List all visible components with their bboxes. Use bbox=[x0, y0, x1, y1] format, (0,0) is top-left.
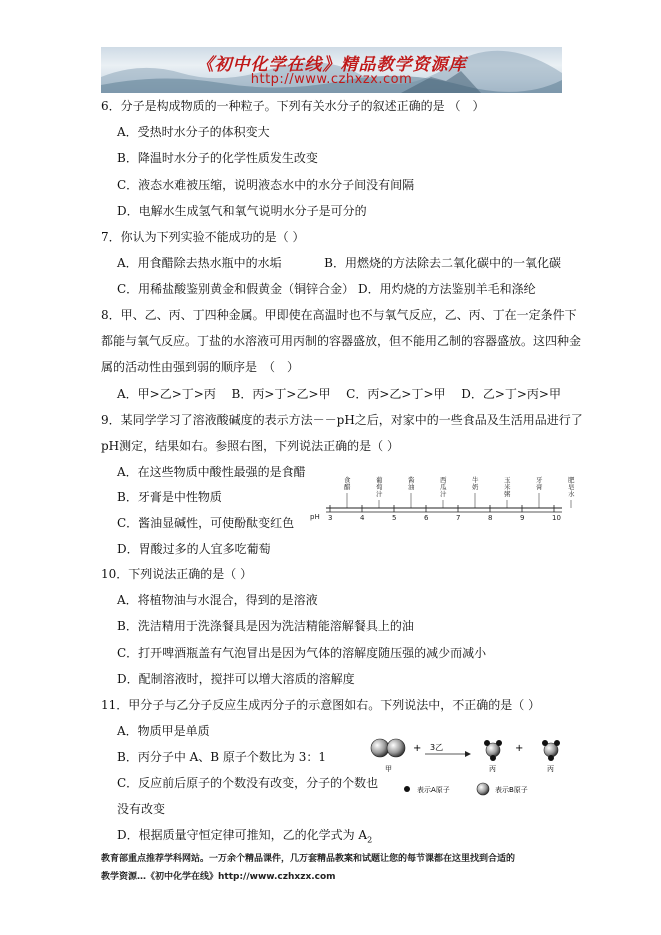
molecule-reaction-diagram bbox=[365, 730, 570, 802]
svg-text:肥: 肥 bbox=[568, 476, 575, 484]
svg-text:酱: 酱 bbox=[408, 476, 415, 484]
ph-tick-label: 9 bbox=[520, 514, 525, 522]
q8-stem-line3: 属的活动性由强到弱的顺序是 （ ） bbox=[101, 360, 300, 374]
svg-text:葡: 葡 bbox=[376, 476, 383, 484]
ph-substance-label bbox=[376, 475, 383, 508]
q11-option-d-text: D．根据质量守恒定律可推知，乙的化学式为 A bbox=[117, 828, 368, 842]
svg-text:瓜: 瓜 bbox=[440, 483, 447, 491]
label-jia: 甲 bbox=[385, 765, 392, 773]
q9-stem-line1: 9．某同学学习了溶液酸碱度的表示方法－－pH之后，对家中的一些食品及生活用品进行了 bbox=[101, 413, 583, 427]
ph-substance-label bbox=[568, 475, 575, 508]
q6-option-d: D．电解水生成氢气和氧气说明水分子是可分的 bbox=[117, 204, 367, 218]
svg-text:皂: 皂 bbox=[568, 483, 575, 491]
q7-option-a: A．用食醋除去热水瓶中的水垢 bbox=[117, 256, 282, 270]
svg-text:醋: 醋 bbox=[344, 483, 351, 491]
ph-substance-labels bbox=[344, 475, 575, 508]
banner-title: 《初中化学在线》精品教学资源库 bbox=[196, 55, 467, 75]
svg-text:奶: 奶 bbox=[472, 483, 479, 491]
q8-options bbox=[117, 386, 567, 402]
svg-text:食: 食 bbox=[344, 476, 351, 484]
q6-option-a: A．受热时水分子的体积变大 bbox=[117, 125, 270, 139]
ph-tick-label: 5 bbox=[392, 514, 397, 522]
q11-option-d-subscript: 2 bbox=[367, 835, 373, 845]
q8-stem-line2: 都能与氧气反应。丁盐的水溶液可用丙制的容器盛放，但不能用乙制的容器盛放。这四种金 bbox=[101, 334, 582, 348]
q8-stem-line1: 8．甲、乙、丙、丁四种金属。甲即使在高温时也不与氧气反应，乙、丙、丁在一定条件下 bbox=[101, 308, 577, 322]
header-banner bbox=[101, 47, 562, 93]
svg-text:牛: 牛 bbox=[472, 476, 479, 484]
svg-text:牙: 牙 bbox=[536, 476, 543, 484]
svg-text:西: 西 bbox=[440, 476, 447, 484]
q11-option-c-line2: 没有改变 bbox=[117, 802, 166, 816]
svg-text:汁: 汁 bbox=[376, 490, 383, 498]
ph-tick-label: 6 bbox=[424, 514, 429, 522]
q9-stem-line2: pH测定，结果如右。参照右图，下列说法正确的是（ ） bbox=[101, 439, 399, 453]
ph-scale-figure bbox=[310, 474, 575, 524]
q7-row-cd bbox=[117, 281, 536, 297]
ph-substance-label bbox=[504, 476, 511, 508]
ph-substance-label bbox=[472, 475, 479, 508]
q11-option-c-line1: C．反应前后原子的个数没有改变，分子的个数也 bbox=[117, 776, 379, 790]
footer-line-1: 教育部重点推荐学科网站。一万余个精品课件，几万套精品教案和试题让您的每节课都在这里找到合适的 bbox=[101, 854, 516, 864]
ph-substance-label bbox=[536, 476, 543, 508]
q7-option-b: B．用燃烧的方法除去二氧化碳中的一氧化碳 bbox=[324, 256, 561, 270]
footer-line-2: 教学资源…《初中化学在线》http://www.czhxzx.com bbox=[101, 872, 336, 882]
ph-substance-label bbox=[408, 475, 415, 508]
q11-option-d bbox=[117, 827, 372, 848]
plus-sign-2: + bbox=[515, 743, 524, 754]
ph-tick-label: 4 bbox=[360, 514, 365, 522]
coefficient-3yi: 3乙 bbox=[430, 743, 444, 752]
q7-option-d: D．用灼烧的方法鉴别羊毛和涤纶 bbox=[358, 282, 536, 296]
molecule-jia bbox=[371, 739, 405, 757]
plus-sign: + bbox=[413, 743, 422, 754]
q6-option-c: C．液态水难被压缩，说明液态水中的水分子间没有间隔 bbox=[117, 178, 415, 192]
q10-option-a: A．将植物油与水混合，得到的是溶液 bbox=[117, 593, 318, 607]
legend-atom-a: 表示A原子 bbox=[417, 786, 450, 794]
q8-option-a: A．甲>乙>丁>丙 bbox=[117, 387, 216, 401]
q8-option-c: C．丙>乙>丁>甲 bbox=[346, 387, 446, 401]
ph-tick-label: 7 bbox=[456, 514, 461, 522]
banner-url[interactable]: http://www.czhxzx.com bbox=[250, 72, 413, 87]
q7-row-ab bbox=[117, 255, 567, 271]
q11-stem: 11．甲分子与乙分子反应生成丙分子的示意图如右。下列说法中，不正确的是（ ） bbox=[101, 698, 541, 712]
svg-text:玉: 玉 bbox=[504, 476, 511, 484]
q10-option-d: D．配制溶液时，搅拌可以增大溶质的溶解度 bbox=[117, 672, 355, 686]
svg-text:油: 油 bbox=[408, 483, 415, 491]
ph-tick-label: 3 bbox=[328, 514, 333, 522]
q9-option-d: D．胃酸过多的人宜多吃葡萄 bbox=[117, 542, 271, 556]
q9-option-c: C．酱油显碱性，可使酚酞变红色 bbox=[117, 516, 295, 530]
ph-tick-label: 8 bbox=[488, 514, 493, 522]
legend-atom-b: 表示B原子 bbox=[495, 786, 528, 794]
arrowhead bbox=[465, 751, 471, 757]
svg-text:汁: 汁 bbox=[440, 490, 447, 498]
svg-text:水: 水 bbox=[568, 490, 575, 498]
ph-substance-label bbox=[344, 475, 351, 508]
ph-tick-label: 10 bbox=[552, 514, 561, 522]
q8-option-b: B．丙>丁>乙>甲 bbox=[231, 387, 331, 401]
q8-option-d: D．乙>丁>丙>甲 bbox=[461, 387, 561, 401]
q9-option-b: B．牙膏是中性物质 bbox=[117, 490, 222, 504]
q7-option-c: C．用稀盐酸鉴别黄金和假黄金（铜锌合金） bbox=[117, 282, 355, 296]
molecule-bing-2 bbox=[542, 740, 560, 761]
svg-text:膏: 膏 bbox=[536, 483, 543, 491]
q9-option-a: A．在这些物质中酸性最强的是食醋 bbox=[117, 465, 306, 479]
label-bing-2: 丙 bbox=[547, 765, 554, 773]
ph-axis-label: pH bbox=[310, 513, 320, 521]
svg-text:粥: 粥 bbox=[504, 490, 511, 498]
legend-atom-b-icon bbox=[477, 783, 489, 795]
q11-option-a: A．物质甲是单质 bbox=[117, 724, 210, 738]
q10-option-b: B．洗洁精用于洗涤餐具是因为洗洁精能溶解餐具上的油 bbox=[117, 619, 414, 633]
q6-stem: 6．分子是构成物质的一种粒子。下列有关水分子的叙述正确的是 （ ） bbox=[101, 99, 485, 113]
q10-stem: 10．下列说法正确的是（ ） bbox=[101, 567, 253, 581]
legend-atom-a-icon bbox=[404, 786, 410, 792]
ph-substance-label bbox=[440, 476, 447, 508]
q6-option-b: B．降温时水分子的化学性质发生改变 bbox=[117, 151, 318, 165]
svg-text:米: 米 bbox=[504, 483, 511, 491]
q7-stem: 7．你认为下列实验不能成功的是（ ） bbox=[101, 230, 305, 244]
svg-text:萄: 萄 bbox=[376, 483, 383, 491]
q11-option-b: B．丙分子中 A、B 原子个数比为 3：1 bbox=[117, 750, 327, 764]
q10-option-c: C．打开啤酒瓶盖有气泡冒出是因为气体的溶解度随压强的减少而减小 bbox=[117, 646, 487, 660]
molecule-bing-1 bbox=[484, 740, 502, 761]
label-bing-1: 丙 bbox=[489, 765, 496, 773]
